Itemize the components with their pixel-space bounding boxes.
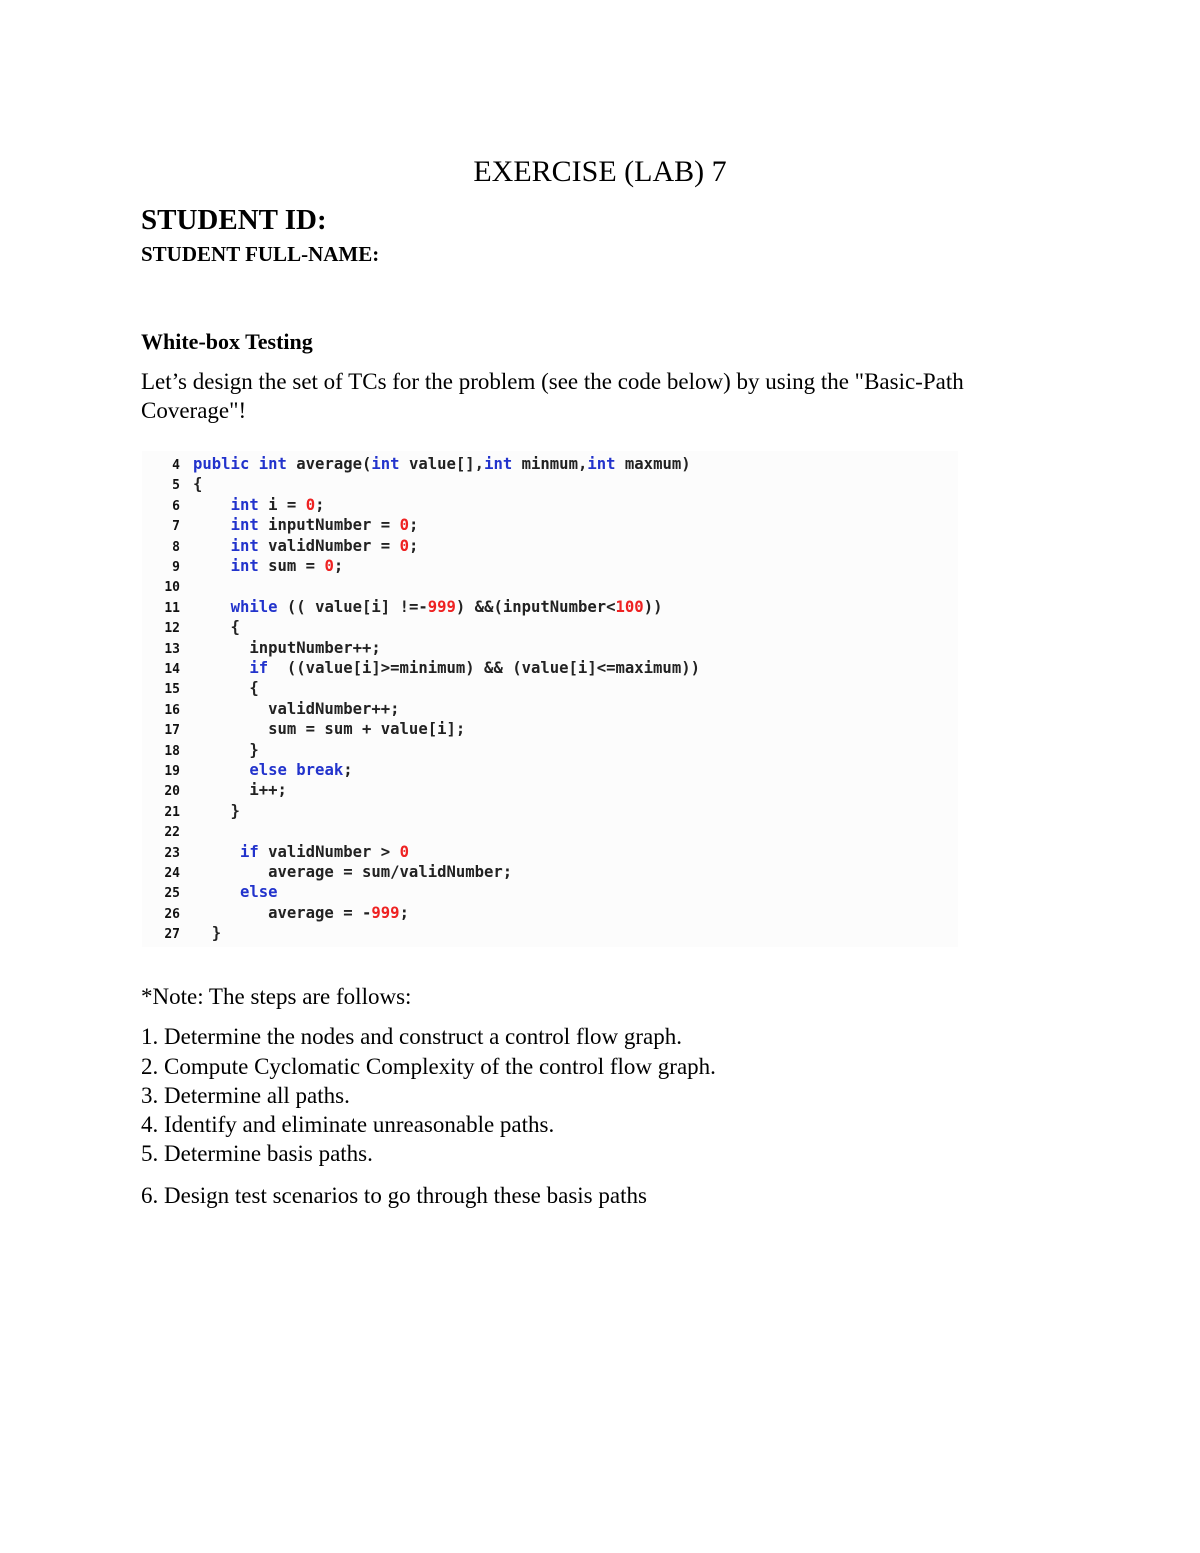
line-number: 27 bbox=[164, 927, 180, 943]
line-number: 9 bbox=[172, 560, 180, 575]
line-number: 18 bbox=[164, 743, 180, 759]
code-text: int validNumber = 0; bbox=[230, 536, 419, 555]
code-text: if validNumber > 0 bbox=[239, 842, 409, 861]
code-line bbox=[142, 821, 180, 841]
code-line bbox=[142, 801, 240, 821]
code-line bbox=[142, 597, 663, 617]
line-number: 23 bbox=[164, 845, 180, 861]
line-number: 22 bbox=[164, 825, 180, 841]
line-number: 20 bbox=[164, 784, 180, 800]
step-item: 2. Compute Cyclomatic Complexity of the control flow graph. bbox=[141, 1054, 716, 1079]
code-text: } bbox=[193, 740, 259, 759]
code-text: average = -999; bbox=[193, 903, 409, 922]
line-number: 21 bbox=[164, 804, 180, 820]
code-text: validNumber++; bbox=[193, 699, 400, 718]
line-number: 15 bbox=[164, 682, 180, 698]
line-number: 6 bbox=[172, 498, 180, 514]
line-number: 13 bbox=[164, 641, 180, 657]
intro-paragraph: Let’s design the set of TCs for the problem (see the code below) by using the "Basic-Path Coverage"! bbox=[141, 369, 964, 423]
line-number: 5 bbox=[172, 478, 180, 494]
code-line bbox=[142, 882, 278, 902]
code-line bbox=[142, 658, 700, 678]
section-heading: White-box Testing bbox=[141, 329, 313, 354]
step-item: 6. Design test scenarios to go through these basis paths bbox=[141, 1183, 647, 1208]
code-text: while (( value[i] !=-999) &&(inputNumber<100)) bbox=[230, 597, 663, 616]
line-number: 4 bbox=[172, 458, 180, 473]
code-line bbox=[142, 699, 400, 719]
line-number: 25 bbox=[164, 886, 180, 902]
code-line bbox=[142, 923, 222, 943]
line-number: 24 bbox=[164, 866, 180, 881]
line-number: 19 bbox=[164, 764, 180, 779]
code-text: inputNumber++; bbox=[193, 638, 381, 657]
code-line bbox=[142, 617, 240, 637]
code-line bbox=[142, 556, 344, 576]
step-item: 3. Determine all paths. bbox=[141, 1083, 350, 1108]
student-id-label: STUDENT ID: bbox=[141, 204, 327, 236]
code-listing bbox=[142, 451, 958, 947]
code-text: int i = 0; bbox=[230, 495, 325, 514]
code-line bbox=[142, 862, 513, 882]
line-number: 14 bbox=[164, 662, 180, 677]
code-line bbox=[142, 495, 325, 515]
code-text: { bbox=[193, 475, 203, 494]
step-item: 4. Identify and eliminate unreasonable paths. bbox=[141, 1112, 555, 1137]
code-line bbox=[142, 842, 409, 862]
line-number: 8 bbox=[172, 539, 180, 555]
code-text: } bbox=[193, 801, 240, 820]
code-line bbox=[142, 760, 353, 780]
code-text: { bbox=[193, 679, 259, 698]
code-text: int sum = 0; bbox=[230, 557, 344, 575]
code-text: sum = sum + value[i]; bbox=[193, 720, 466, 739]
code-text: else bbox=[239, 883, 278, 902]
code-line bbox=[142, 576, 180, 596]
line-number: 26 bbox=[164, 906, 180, 922]
code-line bbox=[142, 719, 466, 739]
step-item: 1. Determine the nodes and construct a control flow graph. bbox=[141, 1024, 682, 1049]
code-text: else break; bbox=[249, 761, 353, 779]
code-line bbox=[142, 780, 287, 800]
line-number: 7 bbox=[172, 519, 180, 535]
line-number: 10 bbox=[164, 580, 180, 596]
student-name-label: STUDENT FULL-NAME: bbox=[141, 242, 380, 266]
code-line bbox=[142, 474, 203, 494]
code-text: int inputNumber = 0; bbox=[230, 516, 419, 535]
exercise-title: EXERCISE (LAB) 7 bbox=[473, 155, 727, 188]
line-number: 16 bbox=[164, 702, 180, 718]
code-text: i++; bbox=[193, 781, 287, 800]
code-line bbox=[142, 740, 259, 760]
code-line bbox=[142, 678, 259, 698]
code-text: average = sum/validNumber; bbox=[193, 863, 513, 881]
line-number: 11 bbox=[164, 600, 180, 616]
line-number: 12 bbox=[164, 621, 180, 637]
code-text: } bbox=[193, 924, 222, 943]
code-text: { bbox=[193, 618, 240, 637]
code-line bbox=[142, 515, 419, 535]
code-text: public int average(int value[],int minmum,int maxmum) bbox=[193, 455, 691, 473]
step-item: 5. Determine basis paths. bbox=[141, 1141, 373, 1166]
code-line bbox=[142, 638, 381, 658]
code-line bbox=[142, 536, 419, 556]
code-text: if ((value[i]>=minimum) && (value[i]<=maximum)) bbox=[249, 659, 700, 677]
line-number: 17 bbox=[164, 723, 180, 739]
note-text: *Note: The steps are follows: bbox=[141, 984, 412, 1009]
code-line bbox=[142, 903, 409, 923]
code-line bbox=[142, 454, 691, 474]
